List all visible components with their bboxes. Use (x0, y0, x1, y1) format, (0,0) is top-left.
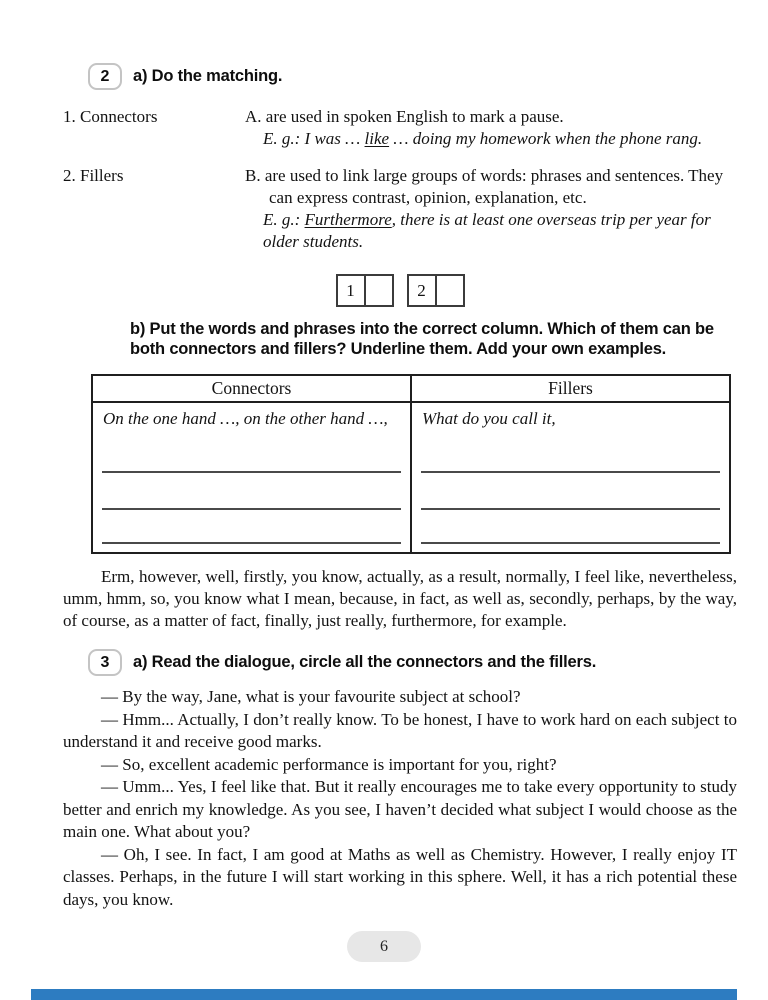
dialogue-line: — Umm... Yes, I feel like that. But it really encourages me to take every opportunity to study better and enrich my knowledge. As you see, I haven’t decided what subject I would choose as the main one. What about you? (63, 777, 737, 841)
blank-write-line[interactable] (102, 508, 401, 510)
exercise-2-heading (88, 63, 737, 90)
table-header-fillers: Fillers (411, 375, 730, 402)
example-b-underlined-word: Furthermore (304, 210, 392, 229)
matching-list (63, 106, 737, 253)
match-definition-a (245, 106, 737, 150)
exercise-2a-title: a) Do the matching. (133, 67, 283, 85)
table-header-connectors: Connectors (92, 375, 411, 402)
dialogue-block (63, 686, 737, 911)
dialogue-line: — Hmm... Actually, I don’t really know. To be honest, I have to work hard on each subject to understand it and receive good marks. (63, 709, 737, 751)
exercise-2b-instruction: b) Put the words and phrases into the correct column. Which of them can be both connectors and fillers? Underline them. Add your own examples. (130, 320, 714, 358)
connectors-fillers-table (91, 374, 731, 554)
example-a-prefix: E. g.: I was … (263, 129, 365, 148)
definition-b-example (245, 209, 737, 253)
connectors-cell (92, 402, 411, 553)
blank-write-line[interactable] (102, 542, 401, 544)
match-term-connectors: 1. Connectors (63, 107, 158, 126)
blank-write-line[interactable] (102, 471, 401, 473)
definition-a-example (245, 128, 737, 150)
answer-input-box-2[interactable] (435, 274, 465, 307)
blank-write-line[interactable] (421, 471, 720, 473)
dialogue-line: — Oh, I see. In fact, I am good at Maths as well as Chemistry. However, I really enjoy IT classes. Perhaps, in the future I will start working in this sphere. Well, it has a rich potential these days, you know. (63, 844, 737, 909)
blank-write-line[interactable] (421, 542, 720, 544)
exercise-3-heading (88, 649, 737, 676)
answer-label-2: 2 (407, 274, 437, 307)
exercise-3-badge: 3 (88, 649, 122, 676)
table-row (92, 402, 730, 553)
fillers-example-text: What do you call it, (422, 409, 556, 428)
definition-a-text: A. are used in spoken English to mark a pause. (245, 107, 564, 126)
match-term-fillers: 2. Fillers (63, 166, 124, 185)
fillers-cell (411, 402, 730, 553)
connectors-example-text: On the one hand …, on the other hand …, (103, 409, 388, 428)
page-number-badge: 6 (347, 931, 421, 962)
answer-pair-1 (336, 274, 394, 307)
dialogue-line: — By the way, Jane, what is your favourite subject at school? (101, 687, 521, 706)
example-a-suffix: … doing my homework when the phone rang. (389, 129, 703, 148)
dialogue-line: — So, excellent academic performance is important for you, right? (101, 754, 557, 774)
exercise-3a-title: a) Read the dialogue, circle all the connectors and the fillers. (133, 653, 597, 671)
matching-answer-boxes (63, 274, 737, 307)
example-b-suffix: , there is at least one overseas trip per year for older students. (263, 210, 711, 251)
definition-b-text: B. are used to link large groups of words: phrases and sentences. They can express contrast, opinion, explanation, etc. (245, 166, 724, 207)
match-definition-b (245, 165, 737, 253)
answer-pair-2 (407, 274, 465, 307)
answer-input-box-1[interactable] (364, 274, 394, 307)
example-b-prefix: E. g.: (263, 210, 305, 229)
example-a-underlined-word: like (364, 129, 390, 148)
exercise-2-badge: 2 (88, 63, 122, 90)
blank-write-line[interactable] (421, 508, 720, 510)
word-bank-paragraph: Erm, however, well, firstly, you know, actually, as a result, normally, I feel like, nevertheless, umm, hmm, so, you know what I mean, because, in fact, as well as, secondly, perhaps, by the way, of course, as a matter of fact, finally, just really, furthermore, for example. (63, 567, 737, 630)
footer-accent-bar (31, 989, 737, 1000)
answer-label-1: 1 (336, 274, 366, 307)
